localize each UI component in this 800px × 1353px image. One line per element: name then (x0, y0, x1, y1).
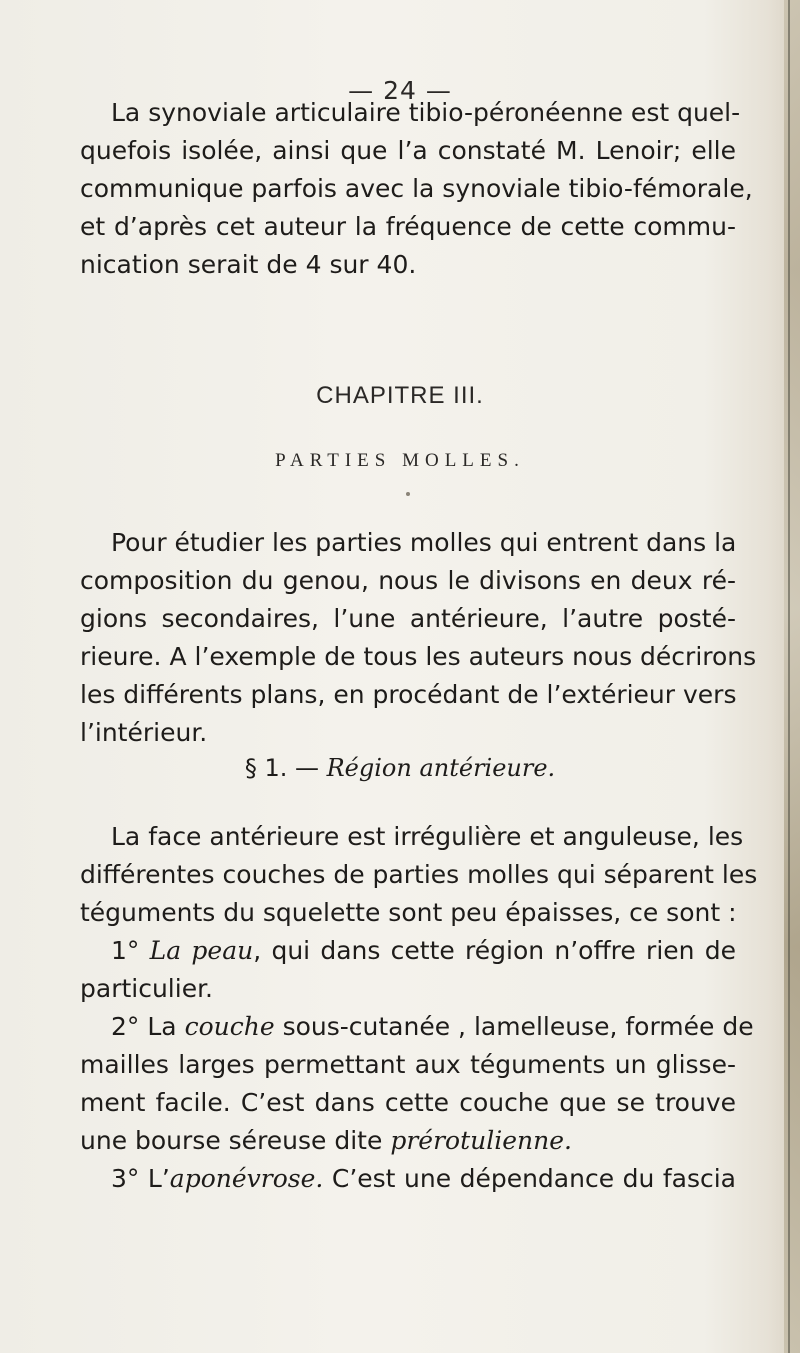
chapter-subtitle: PARTIES MOLLES. (275, 450, 525, 471)
paragraph3-line-2: différentes couches de parties molles qui séparent les (80, 860, 758, 889)
page-number: — 24 — (348, 76, 452, 105)
item3-line-1 (111, 1160, 736, 1198)
paragraph2-line-3: gions secondaires, l’une antérieure, l’autre posté- (80, 604, 736, 633)
item2-term: couche (184, 1012, 275, 1041)
item2-number: 2° La (111, 1012, 185, 1041)
paragraph3-line-1: La face antérieure est irrégulière et anguleuse, les (111, 822, 744, 851)
ink-speck (406, 492, 410, 496)
paragraph2-line-5: les différents plans, en procédant de l’extérieur vers (80, 680, 737, 709)
paragraph3-line-3: téguments du squelette sont peu épaisses, ce sont : (80, 898, 737, 927)
item2-text: sous-cutanée , lamelleuse, formée de (274, 1012, 754, 1041)
item1-text: , qui dans cette région n’offre rien de (253, 936, 737, 965)
item3-number: 3° L’ (111, 1164, 170, 1193)
paragraph2-line-4: rieure. A l’exemple de tous les auteurs nous décrirons (80, 642, 757, 671)
section-title: Région antérieure. (326, 754, 556, 782)
paragraph1-line-1: La synoviale articulaire tibio-péronéenne est quel- (111, 98, 741, 127)
paragraph2-line-1: Pour étudier les parties molles qui entrent dans la (111, 528, 737, 557)
paragraph2-line-6: l’intérieur. (80, 718, 208, 747)
item2-line-2: mailles larges permettant aux téguments un glisse- (80, 1050, 736, 1079)
paragraph1-line-3: communique parfois avec la synoviale tibio-fémorale, (80, 174, 753, 203)
item2-last-term: prérotulienne. (390, 1126, 572, 1155)
item1-number: 1° (111, 936, 150, 965)
section-number: § 1. — (244, 754, 327, 782)
item1-term: La peau (149, 936, 254, 965)
item2-line-4 (80, 1122, 736, 1160)
paragraph1-line-4: et d’après cet auteur la fréquence de cette commu- (80, 212, 736, 241)
paragraph1-line-2: quefois isolée, ainsi que l’a constaté M. Lenoir; elle (80, 136, 736, 165)
item1-line-2: particulier. (80, 974, 214, 1003)
item3-term: aponévrose. (169, 1164, 324, 1193)
item2-line-1 (111, 1008, 754, 1046)
item3-text: C’est une dépendance du fascia (323, 1164, 736, 1193)
paragraph2-line-2: composition du genou, nous le divisons en deux ré- (80, 566, 736, 595)
paragraph1-line-5: nication serait de 4 sur 40. (80, 250, 417, 279)
item2-last-text: une bourse séreuse dite (80, 1126, 391, 1155)
section-heading (0, 749, 800, 787)
item1-line-1 (111, 932, 736, 970)
item2-line-3: ment facile. C’est dans cette couche que se trouve (80, 1088, 736, 1117)
page-edge (784, 0, 800, 1353)
chapter-title: CHAPITRE III. (316, 382, 484, 409)
page-edge-line (788, 0, 790, 1353)
